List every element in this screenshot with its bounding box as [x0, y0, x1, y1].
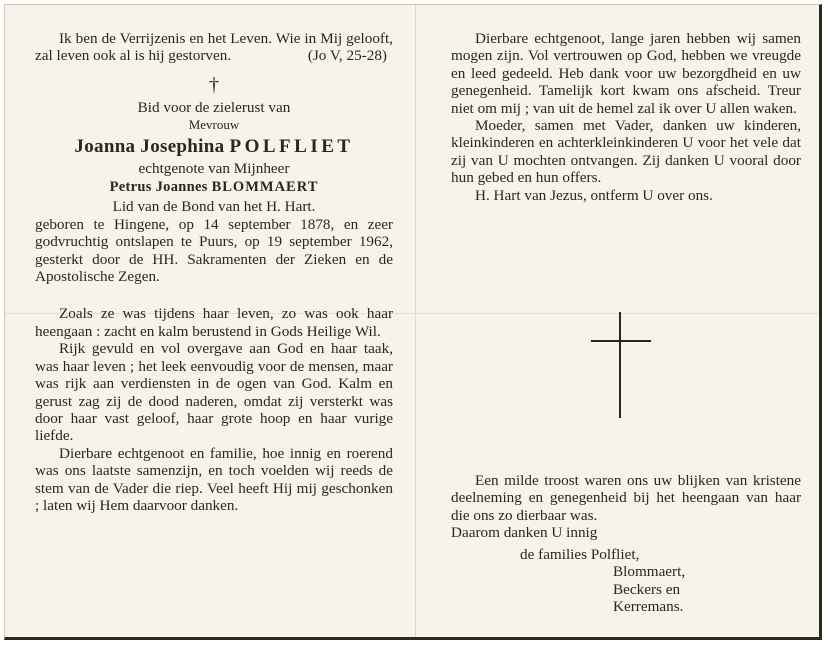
membership: Lid van de Bond van het H. Hart.	[112, 198, 316, 216]
paragraph: H. Hart van Jezus, ontferm U over ons.	[475, 186, 713, 204]
husband-surname: BLOMMAERT	[211, 179, 319, 196]
thanks-block	[451, 472, 801, 542]
thanks-text: Een milde troost waren ons uw blijken van kristene deelneming en genegenheid bij het heengaan van haar die ons zo dierbaar was.	[451, 472, 801, 524]
deceased-surname: POLFLIET	[229, 135, 354, 157]
paragraph: Moeder, samen met Vader, danken uw kinderen, kleinkinderen en achterkleinkinderen U voor het vele dat zij van U mochten ontvangen. Zij danken U vooral door hun gebed en hun offers.	[451, 117, 801, 187]
family-name: Kerremans.	[613, 598, 684, 616]
family-name: Beckers en	[613, 580, 681, 598]
paragraph: Dierbare echtgenoot en familie, hoe innig en roerend was ons laatste samenzijn, en toch voelden wij reeds de stem van de Vader die riep. Veel heeft Hij mij geschonken ; laten wij Hem daarvoor danken.	[35, 444, 393, 514]
husband-name	[35, 179, 393, 196]
prayer-intro: Bid voor de zielerust van	[137, 98, 291, 116]
thanks-closing: Daarom danken U innig	[451, 524, 598, 542]
paragraph: Rijk gevuld en vol overgave aan God en haar taak, was haar leven ; het leek eenvoudig voor de mensen, maar was rijk aan verdiensten in de ogen van God. Kalm en gerust zag zij de dood naderen, omdat zij versterkt was door haar vast geloof, haar grote hoop en haar vurige liefde.	[35, 340, 393, 445]
honorific-title: Mevrouw	[188, 117, 240, 133]
fold-line-vertical	[415, 5, 416, 640]
scripture-quote: Ik ben de Verrijzenis en het Leven. Wie in Mij gelooft, zal leven ook al is hij gestorven.	[35, 30, 393, 65]
family-intro: de families	[520, 546, 588, 563]
left-panel	[35, 30, 393, 514]
deceased-name	[35, 136, 393, 158]
families-signature	[520, 546, 685, 616]
cross-icon: †	[209, 73, 219, 96]
family-line	[520, 546, 685, 563]
scripture-reference: (Jo V, 25-28)	[307, 47, 387, 65]
family-name: Polfliet,	[590, 546, 640, 563]
family-name: Blommaert,	[613, 563, 686, 581]
biography: geboren te Hingene, op 14 september 1878, en zeer godvruchtig ontslapen te Puurs, op 19 september 1962, gesterkt door de HH. Sakramenten der Zieken en de Apostolische Zegen.	[35, 215, 393, 286]
deceased-first-names: Joanna Josephina	[74, 135, 225, 157]
right-panel	[451, 30, 801, 204]
paragraph: Dierbare echtgenoot, lange jaren hebben wij samen mogen zijn. Vol vertrouwen op God, hebben we vreugde en leed gedeeld. Heb dank voor uw bezorgdheid en uw genegenheid. Tamelijk kort kwam ons afscheid. Treur niet om mij ; van uit de hemel zal ik over U allen waken.	[451, 30, 801, 117]
cross-icon	[591, 312, 651, 418]
memorial-card	[4, 4, 822, 640]
paragraph: Zoals ze was tijdens haar leven, zo was ook haar heengaan : zacht en kalm berustend in Gods Heilige Wil.	[35, 305, 393, 340]
husband-first-names: Petrus Joannes	[109, 179, 208, 196]
spouse-intro: echtgenote van Mijnheer	[138, 159, 290, 177]
